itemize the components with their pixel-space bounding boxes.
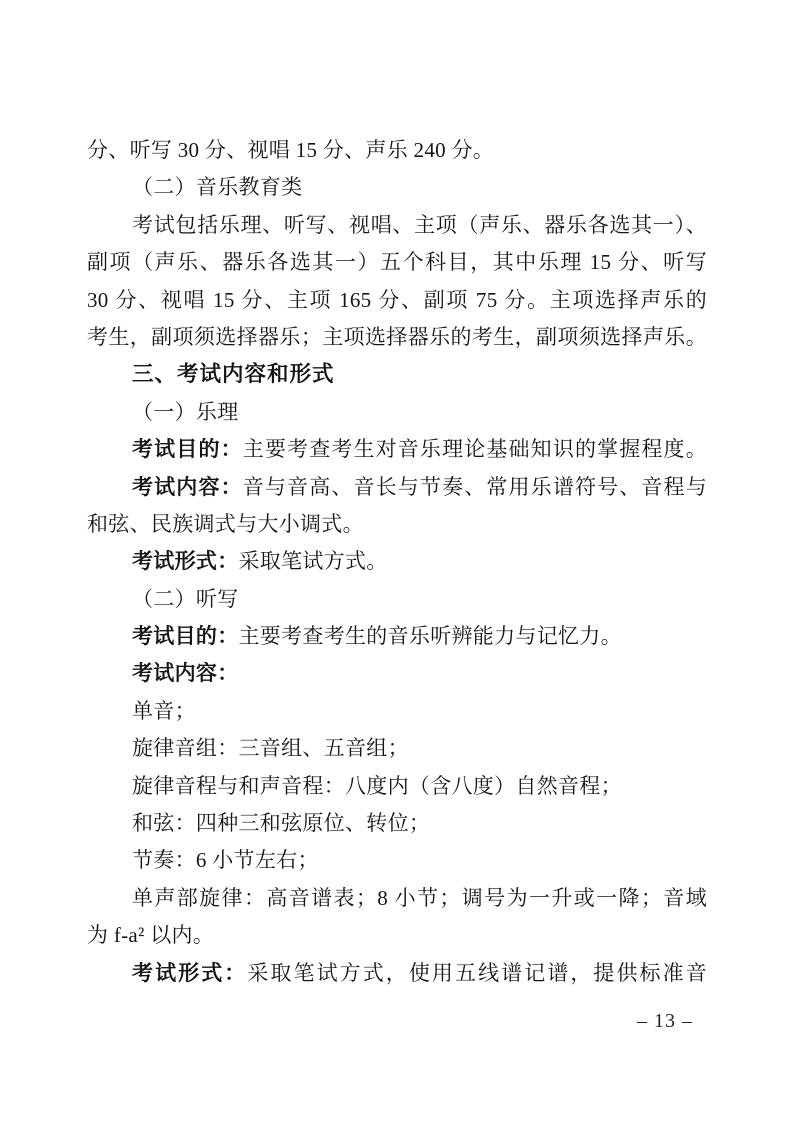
exam-format-label: 考试形式： <box>132 549 239 574</box>
line-exam-subjects-4: 考生，副项须选择器乐；主项选择器乐的考生，副项须选择声乐。 <box>87 324 707 349</box>
line-exam-subjects-2: 副项（声乐、器乐各选其一）五个科目，其中乐理 15 分、听写 <box>87 250 707 275</box>
line-item-single-note: 单音； <box>132 698 196 723</box>
page-number: – 13 – <box>637 1010 693 1032</box>
line-item-intervals: 旋律音程与和声音程：八度内（含八度）自然音程； <box>132 773 622 798</box>
document-body <box>87 132 707 992</box>
line-item-melodic-groups: 旋律音组：三音组、五音组； <box>132 736 409 761</box>
line-exam-subjects-1: 考试包括乐理、听写、视唱、主项（声乐、器乐各选其一）、 <box>132 212 707 237</box>
exam-purpose-label: 考试目的： <box>132 437 243 462</box>
line-exam-subjects-3: 30 分、视唱 15 分、主项 165 分、副项 75 分。主项选择声乐的 <box>87 287 707 312</box>
line-exam-purpose-theory <box>87 431 707 468</box>
line-item-chords: 和弦：四种三和弦原位、转位； <box>132 811 431 836</box>
exam-content-text: 音与音高、音长与节奏、常用乐谱符号、音程与 <box>242 474 707 499</box>
exam-purpose-text: 主要考查考生对音乐理论基础知识的掌握程度。 <box>242 437 707 462</box>
exam-content-label: 考试内容： <box>132 474 243 499</box>
heading-exam-content-format: 三、考试内容和形式 <box>132 362 335 387</box>
line-exam-format-dictation <box>87 955 707 992</box>
subheading-music-theory: （一）乐理 <box>132 399 239 424</box>
line-exam-content-dictation-label <box>87 655 707 692</box>
line-item-melody-2: 为 f-a² 以内。 <box>87 923 215 948</box>
subheading-dictation: （二）听写 <box>132 586 239 611</box>
line-scores-continuation: 分、听写 30 分、视唱 15 分、声乐 240 分。 <box>87 138 495 162</box>
exam-format-label: 考试形式： <box>132 960 248 985</box>
exam-purpose-label: 考试目的： <box>132 624 239 649</box>
exam-format-text: 采取笔试方式。 <box>238 549 388 574</box>
line-item-rhythm: 节奏：6 小节左右； <box>132 848 319 873</box>
exam-content-label: 考试内容： <box>132 661 239 686</box>
line-exam-content-theory-2: 和弦、民族调式与大小调式。 <box>87 511 364 536</box>
line-exam-purpose-dictation <box>87 618 707 655</box>
subheading-music-education: （二）音乐教育类 <box>132 175 303 200</box>
exam-format-text: 采取笔试方式，使用五线谱记谱，提供标准音 <box>247 960 708 985</box>
line-exam-format-theory <box>87 543 707 580</box>
exam-purpose-text: 主要考查考生的音乐听辨能力与记忆力。 <box>238 624 622 649</box>
line-item-melody-1: 单声部旋律：高音谱表；8 小节；调号为一升或一降；音域 <box>132 885 707 910</box>
line-exam-content-theory-1 <box>87 469 707 506</box>
